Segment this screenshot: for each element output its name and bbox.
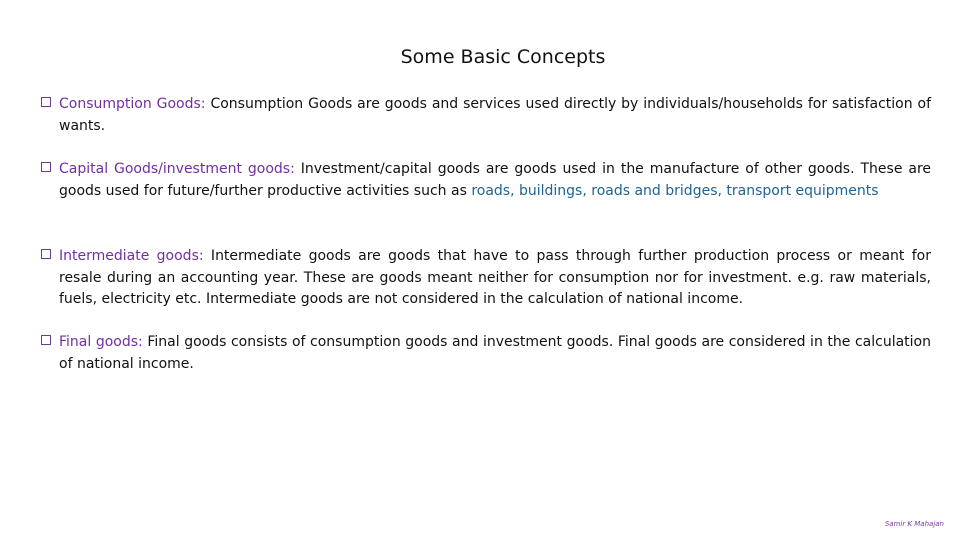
item-label: Intermediate goods: — [59, 248, 204, 264]
item-text: Investment/capital goods are goods used in the manufacture of other goods. These are goods used for future/further productive activities such as — [59, 161, 932, 199]
item-paragraph — [41, 332, 931, 375]
item-paragraph — [41, 94, 931, 137]
item-text: Consumption Goods are goods and services used directly by individuals/households for satisfaction of wants. — [59, 96, 931, 134]
checkbox-bullet-icon — [41, 97, 51, 107]
item-label: Final goods: — [59, 334, 143, 350]
author-signature: Samir K Mahajan — [884, 520, 944, 528]
list-item — [41, 332, 931, 375]
list-item — [41, 159, 931, 202]
item-label: Consumption Goods: — [59, 96, 206, 112]
item-text: Intermediate goods are goods that have to pass through further production process or meant for resale during an accounting year. These are goods meant neither for consumption nor for investment. e.g. raw materials, fuels, electricity etc. Intermediate goods are not considered in the calculation of national income. — [59, 248, 931, 307]
item-highlight: roads, buildings, roads and bridges, transport equipments — [471, 182, 879, 199]
checkbox-bullet-icon — [41, 162, 51, 172]
checkbox-bullet-icon — [41, 335, 51, 345]
item-paragraph — [41, 246, 931, 311]
item-text: Final goods consists of consumption goods and investment goods. Final goods are considered in the calculation of national income. — [59, 334, 931, 372]
item-label: Capital Goods/investment goods: — [59, 161, 295, 177]
item-paragraph — [41, 159, 931, 202]
list-item — [41, 246, 931, 311]
page-title: Some Basic Concepts — [400, 46, 606, 68]
list-item — [41, 94, 931, 137]
checkbox-bullet-icon — [41, 249, 51, 259]
